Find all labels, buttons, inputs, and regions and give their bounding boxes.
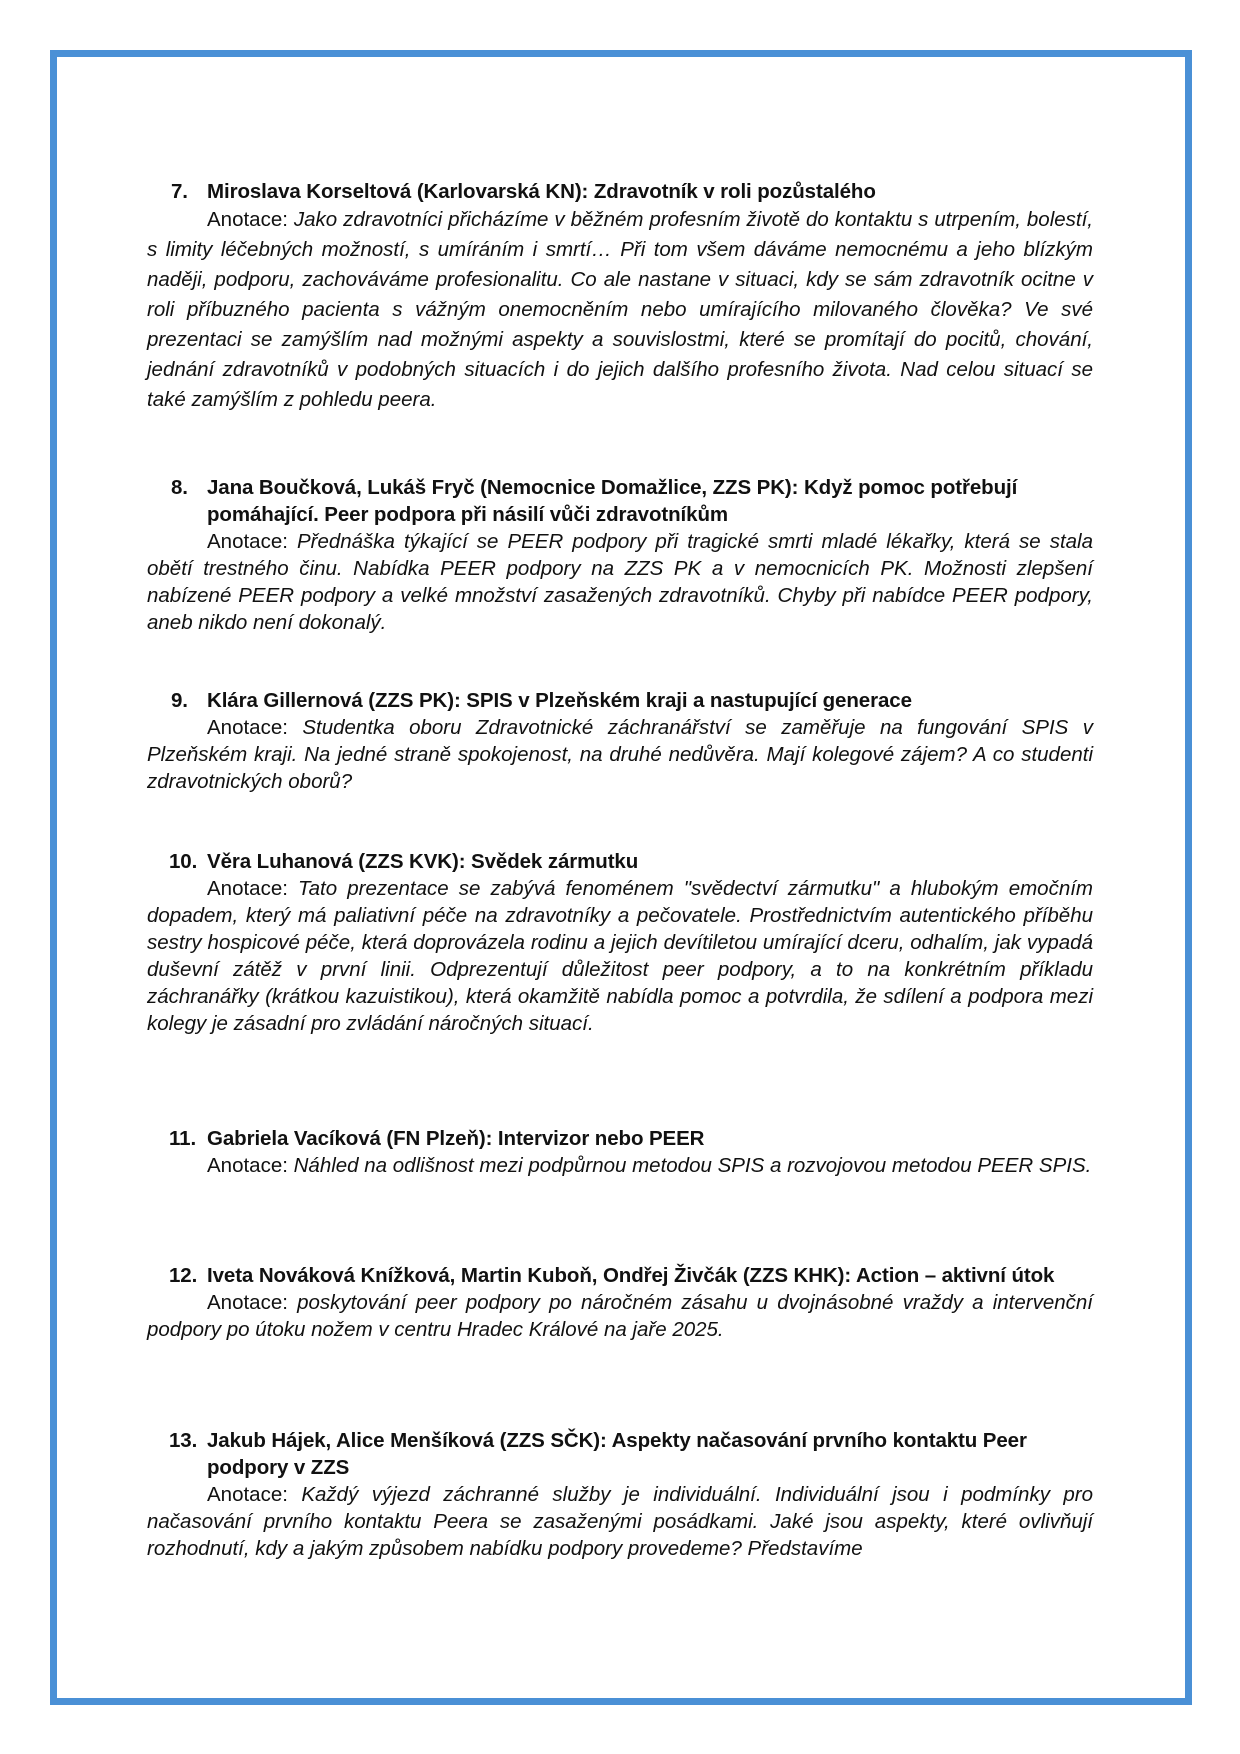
item-title: Jakub Hájek, Alice Menšíková (ZZS SČK): Aspekty načasování prvního kontaktu Peer podpory v ZZS [207, 1429, 1027, 1479]
program-item-7 [147, 178, 1093, 415]
annotation-text: poskytování peer podpory po náročném zásahu u dvojnásobné vraždy a intervenční podpory po útoku nožem v centru Hradec Králové na jaře 2025. [147, 1291, 1093, 1341]
program-item-11 [147, 1125, 1093, 1179]
item-number: 8. [171, 476, 188, 499]
annotation-label: Anotace: [207, 1154, 288, 1177]
annotation [147, 875, 1093, 1037]
item-number: 13. [169, 1429, 198, 1452]
annotation-label: Anotace: [207, 208, 288, 231]
annotation [147, 205, 1093, 415]
annotation-text: Každý výjezd záchranné služby je individuální. Individuální jsou i podmínky pro načasování prvního kontaktu Peera se zasaženými posádkami. Jaké jsou aspekty, které ovlivňují rozhodnutí, kdy a jakým způsobem nabídku podpory provedeme? Představíme [147, 1483, 1093, 1560]
annotation-text: Jako zdravotníci přicházíme v běžném profesním životě do kontaktu s utrpením, bolestí, s limity léčebných možností, s umíráním i smrtí… Při tom všem dáváme nemocnému a jeho blízkým naději, podporu, zachováváme profesionalitu. Co ale nastane v situaci, kdy se sám zdravotník ocitne v roli příbuzného pacienta s vážným onemocněním nebo umírajícího milovaného člověka? Ve své prezentaci se zamýšlím nad možnými aspekty a souvislostmi, které se promítají do pocitů, chování, jednání zdravotníků v podobných situacích i do jejich dalšího profesního života. Nad celou situací se také zamýšlím z pohledu peera. [147, 208, 1093, 411]
annotation [147, 714, 1093, 795]
program-item-10 [147, 848, 1093, 1037]
item-title: Miroslava Korseltová (Karlovarská KN): Zdravotník v roli pozůstalého [207, 180, 876, 203]
annotation-text: Tato prezentace se zabývá fenoménem "svědectví zármutku" a hlubokým emočním dopadem, který má paliativní péče na zdravotníky a pečovatele. Prostřednictvím autentického příběhu sestry hospicové péče, která doprovázela rodinu a jejich devítiletou umírající dceru, odhalím, jak vypadá duševní zátěž v první linii. Odprezentují důležitost peer podpory, a to na konkrétním příkladu záchranářky (krátkou kazuistikou), která okamžitě nabídla pomoc a potvrdila, že sdílení a podpora mezi kolegy je zásadní pro zvládání náročných situací. [147, 877, 1093, 1035]
item-title: Gabriela Vacíková (FN Plzeň): Intervizor nebo PEER [207, 1127, 705, 1150]
annotation [147, 1289, 1093, 1343]
program-item-heading [147, 1427, 1093, 1481]
annotation [147, 1481, 1093, 1562]
program-item-12 [147, 1262, 1093, 1343]
annotation-label: Anotace: [207, 716, 288, 739]
annotation-label: Anotace: [207, 1483, 288, 1506]
annotation [147, 1152, 1093, 1179]
item-number: 7. [171, 180, 188, 203]
annotation-text: Náhled na odlišnost mezi podpůrnou metodou SPIS a rozvojovou metodou PEER SPIS. [293, 1154, 1092, 1177]
item-title: Věra Luhanová (ZZS KVK): Svědek zármutku [207, 850, 639, 873]
annotation-label: Anotace: [207, 530, 288, 553]
item-number: 11. [169, 1127, 197, 1150]
program-item-heading [147, 1125, 1093, 1152]
program-item-heading [147, 848, 1093, 875]
item-number: 9. [171, 689, 188, 712]
program-item-heading [147, 1262, 1093, 1289]
program-item-9 [147, 687, 1093, 795]
annotation-text: Studentka oboru Zdravotnické záchranářství se zaměřuje na fungování SPIS v Plzeňském kraji. Na jedné straně spokojenost, na druhé nedůvěra. Mají kolegové zájem? A co studenti zdravotnických oborů? [147, 716, 1093, 793]
annotation-label: Anotace: [207, 877, 288, 900]
program-item-13 [147, 1427, 1093, 1562]
item-number: 12. [169, 1264, 198, 1287]
annotation [147, 528, 1093, 636]
item-title: Jana Boučková, Lukáš Fryč (Nemocnice Domažlice, ZZS PK): Když pomoc potřebují pomáhající. Peer podpora při násilí vůči zdravotníkům [207, 476, 1018, 526]
program-item-heading [147, 178, 1093, 205]
program-item-heading [147, 687, 1093, 714]
annotation-text: Přednáška týkající se PEER podpory při tragické smrti mladé lékařky, která se stala obětí trestného činu. Nabídka PEER podpory na ZZS PK a v nemocnicích PK. Možnosti zlepšení nabízené PEER podpory a velké množství zasažených zdravotníků. Chyby při nabídce PEER podpory, aneb nikdo není dokonalý. [147, 530, 1093, 634]
item-title: Klára Gillernová (ZZS PK): SPIS v Plzeňském kraji a nastupující generace [207, 689, 912, 712]
program-item-8 [147, 474, 1093, 636]
annotation-label: Anotace: [207, 1291, 288, 1314]
item-number: 10. [169, 850, 198, 873]
program-item-heading [147, 474, 1093, 528]
item-title: Iveta Nováková Knížková, Martin Kuboň, Ondřej Živčák (ZZS KHK): Action – aktivní útok [207, 1264, 1055, 1287]
